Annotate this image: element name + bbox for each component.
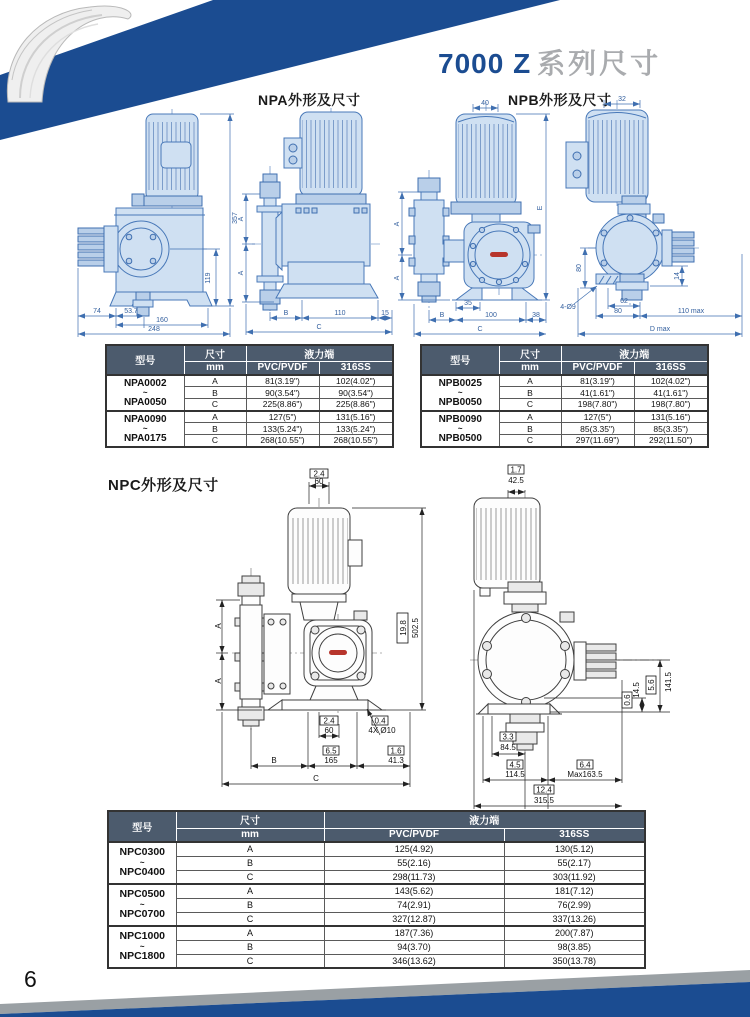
dim-cell: B [184, 387, 246, 399]
pvc-cell: 94(3.70) [324, 940, 504, 954]
dim-160: 160 [156, 317, 168, 324]
dim-165: 165 [324, 756, 338, 765]
ss-cell: 268(10.55") [319, 435, 393, 447]
dim-0-4: 0.4 [374, 716, 386, 726]
dim-14: 14 [674, 272, 681, 280]
pvc-cell: 198(7.80") [561, 399, 634, 411]
pvc-cell: 133(5.24") [246, 423, 319, 435]
splash-graphic [0, 0, 140, 110]
table-row [108, 842, 645, 856]
dim-cell: A [176, 842, 324, 856]
pvc-cell: 225(8.86") [246, 399, 319, 411]
npc-dimension-table [107, 810, 646, 969]
table-row [108, 898, 645, 912]
npb-front-view-drawing [394, 98, 556, 345]
col-header-model: 型号 [106, 345, 184, 375]
dim-74: 74 [93, 308, 101, 315]
dim-114-5: 114.5 [505, 770, 525, 779]
table-row [108, 884, 645, 898]
dim-1-7: 1.7 [510, 465, 522, 475]
ss-cell: 131(5.16") [319, 411, 393, 423]
pvc-cell: 85(3.35") [561, 423, 634, 435]
npb-dimension-table [420, 344, 709, 448]
col-header-model: 型号 [108, 811, 176, 842]
dim-6-4: 6.4 [579, 760, 591, 770]
dim-2-4-top: 2.4 [313, 469, 325, 479]
dim-110-max: 110 max [677, 308, 705, 315]
brand-logo [490, 252, 508, 257]
col-header-hydraulic: 液力端 [561, 345, 708, 362]
pvc-cell: 74(2.91) [324, 898, 504, 912]
table-subheader-row [108, 828, 645, 842]
ss-cell: 131(5.16") [634, 411, 708, 423]
dim-cell: A [176, 884, 324, 898]
table-row [108, 870, 645, 884]
dim-110: 110 [334, 310, 346, 317]
dim-53-7: 53.7 [124, 308, 138, 315]
ss-cell: 41(1.61") [634, 387, 708, 399]
dim-a-lower: A [214, 678, 223, 684]
table-row [421, 375, 708, 387]
col-header-pvc: PVC/PVDF [561, 362, 634, 375]
dim-3-3: 3.3 [502, 732, 514, 742]
ss-cell: 303(11.92) [504, 870, 645, 884]
npa-dimension-table [105, 344, 394, 448]
dim-a-upper: A [238, 216, 245, 222]
model-cell: NPB0025 ~ NPB0050 [421, 375, 499, 411]
table-row [421, 411, 708, 423]
dim-cell: C [499, 399, 561, 411]
dim-a-lower: A [394, 275, 401, 281]
pvc-cell: 127(5") [246, 411, 319, 423]
dim-d-max: D max [649, 326, 671, 333]
page-title [438, 42, 661, 82]
dim-cell: B [184, 423, 246, 435]
col-header-316ss: 316SS [504, 828, 645, 842]
pvc-cell: 187(7.36) [324, 926, 504, 940]
dim-12-4: 12.4 [536, 785, 552, 795]
ss-cell: 292(11.50") [634, 435, 708, 447]
page-title-series: 7000 Z [438, 48, 532, 79]
dim-38: 38 [532, 312, 540, 319]
dim-cell: A [176, 926, 324, 940]
ss-cell: 337(13.26) [504, 912, 645, 926]
pvc-cell: 125(4.92) [324, 842, 504, 856]
dim-502-5: 502.5 [411, 617, 420, 639]
dim-248: 248 [148, 326, 160, 333]
col-header-model: 型号 [421, 345, 499, 375]
dim-a-upper: A [394, 221, 401, 227]
page-title-suffix: 系列尺寸 [537, 48, 662, 79]
dim-cell: B [499, 387, 561, 399]
model-cell: NPC0500 ~ NPC0700 [108, 884, 176, 926]
dim-2-4-bottom: 2.4 [323, 716, 335, 726]
footer-diagonal-band [0, 960, 750, 1017]
ss-cell: 76(2.99) [504, 898, 645, 912]
dim-b: B [439, 312, 445, 319]
dim-b: B [271, 756, 277, 765]
table-header-row [108, 811, 645, 828]
npa-front-pump [252, 108, 380, 314]
npc-section-heading: NPC外形及尺寸 [108, 477, 219, 494]
dim-84-5: 84.5 [500, 743, 516, 752]
dim-cell: C [176, 870, 324, 884]
npb-section-heading: NPB外形及尺寸 [508, 92, 612, 108]
brand-logo [329, 650, 347, 655]
ss-cell: 102(4.02") [634, 375, 708, 387]
col-header-hydraulic: 液力端 [246, 345, 393, 362]
npb-side-view-drawing [552, 96, 750, 348]
dim-19-8: 19.8 [399, 620, 408, 636]
dim-141-5: 141.5 [664, 671, 673, 693]
table-row [106, 375, 393, 387]
dim-100: 100 [485, 312, 497, 319]
pvc-cell: 346(13.62) [324, 954, 504, 968]
col-header-pvc: PVC/PVDF [246, 362, 319, 375]
model-cell: NPA0002 ~ NPA0050 [106, 375, 184, 411]
dim-c: C [313, 774, 319, 783]
npa-section-heading: NPA外形及尺寸 [258, 92, 361, 108]
col-header-mm: mm [176, 828, 324, 842]
npa-side-pump [78, 109, 212, 316]
dim-0-6: 0.6 [623, 694, 632, 706]
dim-315-5: 315.5 [533, 796, 555, 805]
table-header-row [421, 345, 708, 362]
dim-cell: A [184, 375, 246, 387]
dim-40: 40 [481, 100, 489, 107]
ss-cell: 98(3.85) [504, 940, 645, 954]
npc-side-view-drawing [430, 464, 680, 809]
ss-cell: 85(3.35") [634, 423, 708, 435]
model-cell: NPC0300 ~ NPC0400 [108, 842, 176, 884]
dim-80: 80 [614, 308, 622, 315]
dim-62: 62 [620, 298, 628, 305]
ss-cell: 198(7.80") [634, 399, 708, 411]
dim-cell: B [176, 940, 324, 954]
dim-41-3: 41.3 [388, 756, 404, 765]
pvc-cell: 55(2.16) [324, 856, 504, 870]
col-header-dim: 尺寸 [499, 345, 561, 362]
dim-80-vertical: 80 [576, 264, 583, 272]
dim-cell: B [499, 423, 561, 435]
dim-cell: B [176, 898, 324, 912]
dim-cell: A [499, 411, 561, 423]
model-cell: NPC1000 ~ NPC1800 [108, 926, 176, 968]
npb-front-pump [409, 102, 542, 308]
pvc-cell: 41(1.61") [561, 387, 634, 399]
col-header-dim: 尺寸 [184, 345, 246, 362]
npc-front-view-drawing [212, 468, 442, 803]
col-header-mm: mm [184, 362, 246, 375]
table-row [106, 411, 393, 423]
dim-cell: C [176, 954, 324, 968]
ss-cell: 181(7.12) [504, 884, 645, 898]
ss-cell: 102(4.02") [319, 375, 393, 387]
table-row [108, 940, 645, 954]
table-row [108, 912, 645, 926]
col-header-dim: 尺寸 [176, 811, 324, 828]
col-header-mm: mm [499, 362, 561, 375]
pvc-cell: 297(11.69") [561, 435, 634, 447]
dim-32: 32 [618, 96, 626, 103]
dim-60-top: 60 [314, 477, 324, 486]
dim-a-upper: A [214, 623, 223, 629]
dim-5-6: 5.6 [647, 679, 656, 691]
npc-front-pump [232, 498, 386, 730]
dim-cell: C [499, 435, 561, 447]
page-number: 6 [24, 966, 37, 992]
ss-cell: 350(13.78) [504, 954, 645, 968]
col-header-316ss: 316SS [634, 362, 708, 375]
table-row [108, 856, 645, 870]
pvc-cell: 127(5") [561, 411, 634, 423]
dim-42-5: 42.5 [508, 476, 524, 485]
ss-cell: 55(2.17) [504, 856, 645, 870]
dim-119: 119 [205, 272, 212, 284]
dim-6-5: 6.5 [325, 746, 337, 756]
pvc-cell: 81(3.19") [561, 375, 634, 387]
dim-4x10-holes: 4X Ø10 [368, 726, 396, 735]
npc-side-pump [470, 492, 662, 754]
dim-357: 357 [232, 212, 239, 224]
npb-side-pump [566, 100, 702, 308]
dim-60-bottom: 60 [324, 726, 334, 735]
col-header-hydraulic: 液力端 [324, 811, 645, 828]
dim-1-6: 1.6 [390, 746, 402, 756]
dim-holes: 4-Ø9 [560, 304, 576, 311]
dim-cell: A [184, 411, 246, 423]
ss-cell: 90(3.54") [319, 387, 393, 399]
pvc-cell: 327(12.87) [324, 912, 504, 926]
dim-b: B [283, 310, 289, 317]
dim-a-lower: A [238, 270, 245, 276]
pvc-cell: 298(11.73) [324, 870, 504, 884]
pvc-cell: 143(5.62) [324, 884, 504, 898]
dim-e: E [537, 205, 544, 211]
dim-15: 15 [381, 310, 389, 317]
npa-front-view-drawing [238, 106, 396, 338]
table-header-row [106, 345, 393, 362]
dim-cell: B [176, 856, 324, 870]
table-row [108, 926, 645, 940]
ss-cell: 130(5.12) [504, 842, 645, 856]
ss-cell: 133(5.24") [319, 423, 393, 435]
model-cell: NPA0090 ~ NPA0175 [106, 411, 184, 447]
dim-cell: C [184, 399, 246, 411]
dim-35: 35 [464, 300, 472, 307]
col-header-pvc: PVC/PVDF [324, 828, 504, 842]
dim-14-5: 14.5 [632, 682, 641, 698]
npa-side-view-drawing [58, 106, 243, 338]
col-header-316ss: 316SS [319, 362, 393, 375]
dim-max-163-5: Max163.5 [567, 770, 603, 779]
ss-cell: 200(7.87) [504, 926, 645, 940]
pvc-cell: 81(3.19") [246, 375, 319, 387]
dim-c: C [477, 326, 483, 333]
pvc-cell: 268(10.55") [246, 435, 319, 447]
dim-4-5: 4.5 [509, 760, 521, 770]
ss-cell: 225(8.86") [319, 399, 393, 411]
dim-cell: C [176, 912, 324, 926]
pvc-cell: 90(3.54") [246, 387, 319, 399]
model-cell: NPB0090 ~ NPB0500 [421, 411, 499, 447]
dim-cell: C [184, 435, 246, 447]
dim-cell: A [499, 375, 561, 387]
dim-c: C [316, 324, 322, 331]
